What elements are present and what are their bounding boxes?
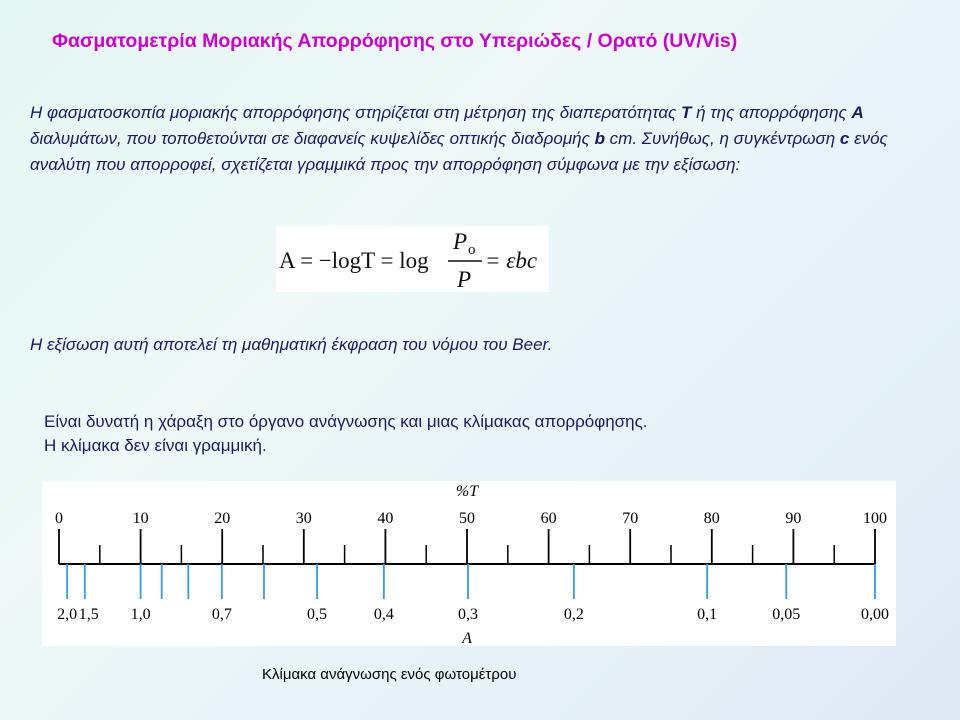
absorbance-label: 1,0 — [130, 606, 151, 623]
absorbance-label: 0,1 — [697, 606, 718, 623]
percent-t-label: 30 — [295, 510, 312, 527]
intro-text-3: διαλυμάτων, που τοποθετούνται σε διαφανείς κυψελίδες οπτικής διαδρομής — [30, 129, 595, 148]
percent-t-label: 0 — [55, 510, 63, 527]
percent-t-label: 60 — [540, 510, 557, 527]
slide-title: Φασματομετρία Μοριακής Απορρόφησης στο Υπεριώδες / Ορατό (UV/Vis) — [52, 30, 738, 52]
absorbance-label: 0,05 — [772, 606, 801, 623]
percent-t-label: 20 — [214, 510, 231, 527]
intro-text-4: cm. Συνήθως, η συγκέντρωση — [604, 129, 840, 148]
intro-paragraph — [30, 100, 930, 178]
absorbance-label: 1,5 — [78, 606, 99, 623]
symbol-c: c — [839, 129, 850, 148]
percent-t-label: 70 — [622, 510, 639, 527]
symbol-t: T — [681, 103, 692, 122]
absorbance-label: 0,3 — [457, 606, 478, 623]
equation-description: Η εξίσωση αυτή αποτελεί τη μαθηματική έκφραση του νόμου του Beer. — [30, 335, 553, 354]
equation-lhs: A = −logT = log — [279, 248, 429, 273]
percent-t-label: 80 — [703, 510, 720, 527]
absorbance-title: A — [462, 630, 472, 646]
symbol-b: b — [594, 129, 605, 148]
absorbance-label: 0,4 — [373, 606, 394, 623]
scale-caption: Κλίμακα ανάγνωσης ενός φωτομέτρου — [262, 666, 517, 683]
absorbance-label: 0,2 — [563, 606, 584, 623]
percent-t-label: 10 — [132, 510, 149, 527]
symbol-a: A — [851, 103, 864, 122]
equation-rhs: = εbc — [485, 248, 538, 273]
percent-t-title: %T — [455, 483, 479, 500]
percent-t-label: 50 — [459, 510, 475, 527]
absorbance-label: 0,00 — [861, 606, 889, 623]
equation-denominator: P — [457, 267, 472, 292]
intro-text-1: Η φασματοσκοπία μοριακής απορρόφησης στηρίζεται στη μέτρηση της διαπερατότητας — [30, 103, 682, 122]
percent-t-label: 90 — [785, 510, 802, 527]
note-line-2: Η κλίμακα δεν είναι γραμμική. — [44, 436, 267, 455]
absorbance-label: 0,7 — [211, 606, 232, 623]
note-line-1: Είναι δυνατή η χάραξη στο όργανο ανάγνωσης και μιας κλίμακας απορρόφησης. — [44, 412, 648, 431]
equation-numerator-sub: o — [468, 242, 476, 258]
percent-t-label: 100 — [863, 510, 887, 527]
percent-t-label: 40 — [377, 510, 394, 527]
absorbance-label: 0,5 — [307, 606, 328, 623]
scale-note — [44, 410, 648, 458]
intro-text-2: ή της απορρόφησης — [691, 103, 852, 122]
intro-text-5: ενός αναλύτη που απορροφεί, σχετίζεται γραμμικά προς την απορρόφηση σύμφωνα με την εξίσωση: — [30, 129, 888, 174]
beer-law-equation — [276, 226, 549, 292]
equation-numerator: P — [453, 229, 468, 254]
meter-scale — [42, 481, 896, 646]
absorbance-label: 2,0 — [57, 606, 78, 623]
